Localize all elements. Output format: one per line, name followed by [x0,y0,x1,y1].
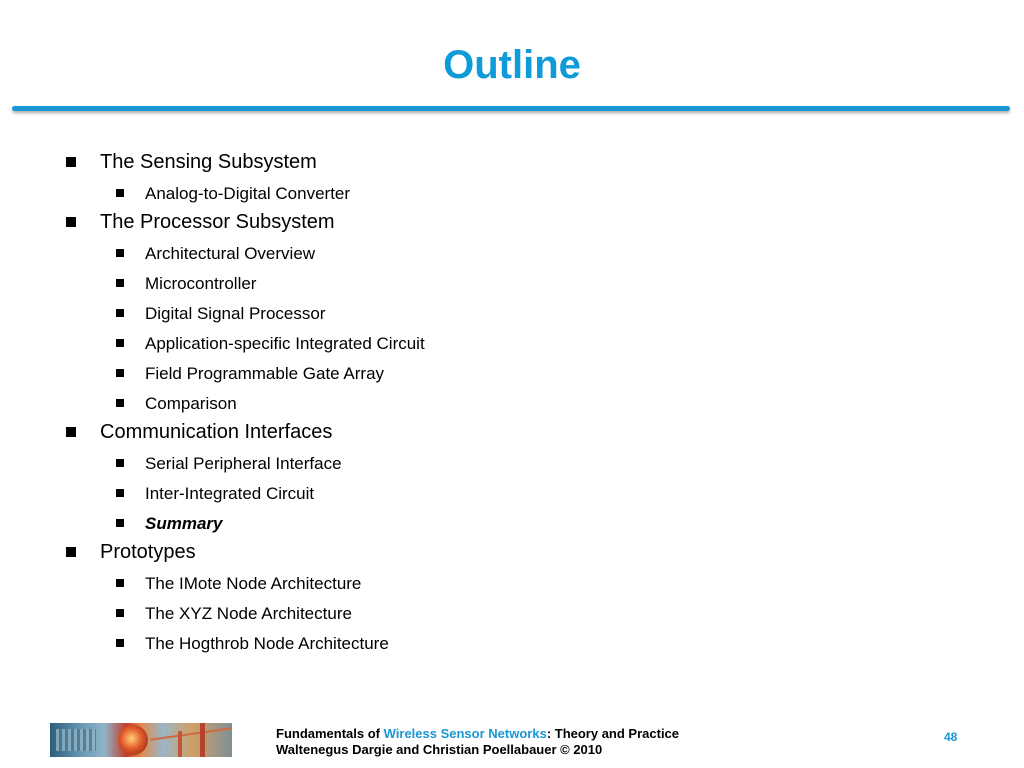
outline-subitem-label: Architectural Overview [145,244,316,263]
outline-item-label: Prototypes [100,541,196,563]
square-bullet-icon [116,279,124,287]
outline-subitem-xyz [0,603,1024,624]
outline-subitem-label: Field Programmable Gate Array [145,364,385,383]
outline-subitem-comparison [0,393,1024,414]
bridge-tower-graphic [178,731,182,757]
title-underline [12,106,1010,111]
outline-item-label: The Sensing Subsystem [100,151,317,173]
outline-subitem-label: The Hogthrob Node Architecture [145,634,389,653]
outline-item-label: The Processor Subsystem [100,211,335,233]
outline-subitem-label: Analog-to-Digital Converter [145,184,351,203]
outline-item-sensing-subsystem [0,150,1024,174]
square-bullet-icon [116,459,124,467]
footer-title-prefix: Fundamentals of [276,726,384,741]
square-bullet-icon [116,369,124,377]
outline-subitem-label: Serial Peripheral Interface [145,454,342,473]
outline-subitem-hogthrob [0,633,1024,654]
square-bullet-icon [116,189,124,197]
square-bullet-icon [116,339,124,347]
outline-subitem-label-current: Summary [145,514,223,533]
outline-subitem-label: Comparison [145,394,237,413]
outline-item-communication-interfaces [0,420,1024,444]
square-bullet-icon [66,157,76,167]
square-bullet-icon [116,579,124,587]
outline-subitem-summary [0,513,1024,534]
slide-title: Outline [443,43,581,87]
outline-subitem-asic [0,333,1024,354]
square-bullet-icon [116,489,124,497]
bridge-cable-graphic [150,727,231,740]
square-bullet-icon [116,519,124,527]
square-bullet-icon [116,309,124,317]
outline-subitem-label: Application-specific Integrated Circuit [145,334,425,353]
outline-subitem-fpga [0,363,1024,384]
footer-title-suffix: : Theory and Practice [546,726,680,741]
sensor-eye-graphic [118,725,148,755]
outline-item-label: Communication Interfaces [100,421,333,443]
outline-subitem-dsp [0,303,1024,324]
square-bullet-icon [66,547,76,557]
page-number: 48 [944,730,958,744]
outline-subitem-spi [0,453,1024,474]
footer-banner-image [50,723,232,757]
outline-item-processor-subsystem [0,210,1024,234]
outline-subitem-imote [0,573,1024,594]
square-bullet-icon [66,217,76,227]
outline-subitem-i2c [0,483,1024,504]
outline-subitem-label: The XYZ Node Architecture [145,604,352,623]
footer-authors: Waltenegus Dargie and Christian Poellabauer © 2010 [276,742,603,757]
footer-citation [276,726,679,758]
footer-title-accent: Wireless Sensor Networks [383,726,547,741]
outline-subitem-label: Microcontroller [145,274,257,293]
outline-list [0,147,1024,654]
square-bullet-icon [116,399,124,407]
square-bullet-icon [116,249,124,257]
square-bullet-icon [116,639,124,647]
bridge-tower-graphic [200,723,205,757]
outline-subitem-architectural-overview [0,243,1024,264]
outline-subitem-microcontroller [0,273,1024,294]
circuit-board-graphic [56,729,96,751]
footer-book-title [276,726,679,742]
square-bullet-icon [66,427,76,437]
outline-subitem-label: The IMote Node Architecture [145,574,362,593]
square-bullet-icon [116,609,124,617]
outline-item-prototypes [0,540,1024,564]
outline-subitem-label: Digital Signal Processor [145,304,326,323]
outline-subitem-label: Inter-Integrated Circuit [145,484,315,503]
outline-subitem-adc [0,183,1024,204]
